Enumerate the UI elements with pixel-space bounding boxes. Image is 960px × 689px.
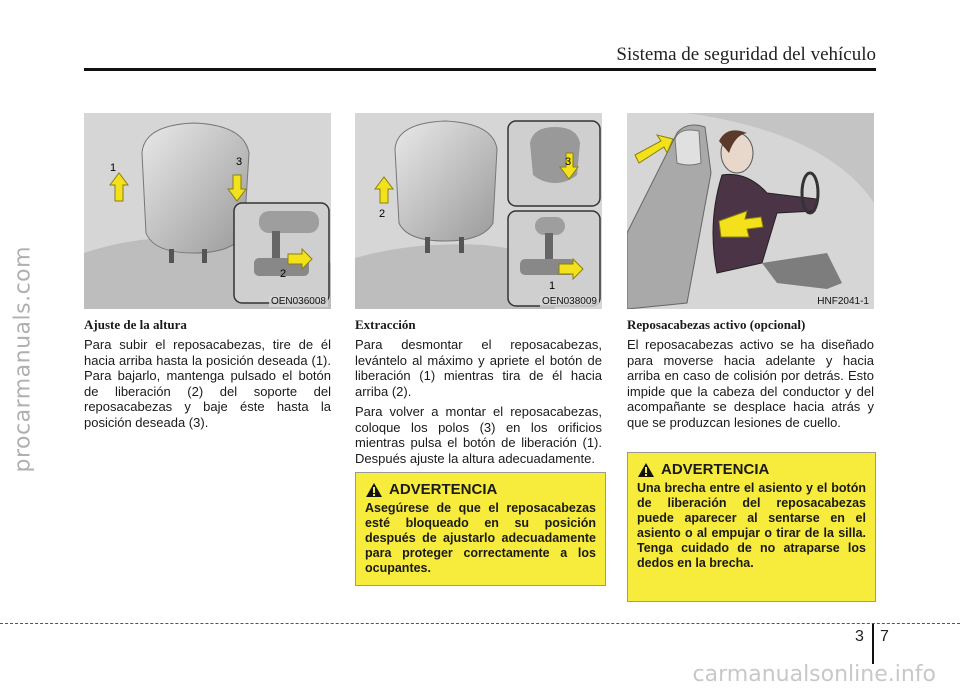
- figure-headrest-height: [84, 113, 331, 309]
- arrow-up-icon: [110, 173, 128, 201]
- warning-box: [627, 452, 876, 602]
- figure-label: 2: [280, 268, 287, 280]
- watermark-side: procarmanuals.com: [10, 245, 36, 473]
- watermark-bottom: carmanualsonline.info: [692, 662, 936, 687]
- section-heading: Extracción: [355, 317, 416, 332]
- warning-text: Una brecha entre el asiento y el botón de liberación del reposacabezas puede aparecer al sentarse en el asiento o al empujar o tirar de la silla. Tenga cuidado de no atraparse los dedos en la brecha.: [637, 481, 866, 570]
- header-title: Sistema de seguridad del vehículo: [616, 44, 876, 65]
- column-removal: [355, 317, 602, 471]
- paragraph: Para volver a montar el reposacabezas, coloque los polos (3) en los orificios mientras pulsa el botón de liberación (1). Después ajuste la altura adecuadamente.: [355, 404, 602, 466]
- arrow-up-icon: [375, 177, 393, 203]
- paragraph: Para subir el reposacabezas, tire de él hacia arriba hasta la posición deseada (1). Para bajarlo, mantenga pulsado el botón de liberación (2) del soporte del reposacabezas y baje éste hasta la posición deseada (3).: [84, 337, 331, 430]
- figure-label: 3: [565, 156, 572, 168]
- figure-label: 1: [549, 280, 556, 292]
- header-rule: [84, 68, 876, 71]
- figure-code: OEN038009: [541, 296, 597, 307]
- figure-label: 1: [110, 162, 117, 174]
- warning-text: Asegúrese de que el reposacabezas esté bloqueado en su posición después de ajustarlo adecuadamente para proteger correctamente a los ocupantes.: [365, 501, 596, 575]
- column-active-headrest: [627, 317, 874, 435]
- figure-active-headrest: [627, 113, 874, 309]
- figure-code: HNF2041-1: [817, 296, 869, 307]
- figure-label: 2: [379, 208, 386, 220]
- warning-triangle-icon: [365, 482, 383, 498]
- paragraph: Para desmontar el reposacabezas, levántelo al máximo y apriete el botón de liberación (1) mientras tira de él hacia arriba (2).: [355, 337, 602, 399]
- section-heading: Reposacabezas activo (opcional): [627, 317, 806, 332]
- figure-headrest-removal: [355, 113, 602, 309]
- chapter-number: 3: [855, 628, 864, 645]
- warning-box: [355, 472, 606, 586]
- page-number-divider: [872, 624, 874, 664]
- figure-code: OEN036008: [270, 296, 326, 307]
- warning-title: ADVERTENCIA: [661, 461, 770, 478]
- warning-triangle-icon: [637, 462, 655, 478]
- figure-label: 3: [236, 156, 243, 168]
- column-height-adjust: [84, 317, 331, 435]
- warning-title: ADVERTENCIA: [389, 481, 498, 498]
- section-heading: Ajuste de la altura: [84, 317, 187, 332]
- page-number: 7: [880, 628, 889, 645]
- footer-rule: [0, 623, 960, 624]
- paragraph: El reposacabezas activo se ha diseñado para moverse hacia adelante y hacia arriba en caso de colisión por detrás. Esto impide que la cabeza del conductor y del acompañante se desplace hacia atrás y que se produzcan lesiones de cuello.: [627, 337, 874, 430]
